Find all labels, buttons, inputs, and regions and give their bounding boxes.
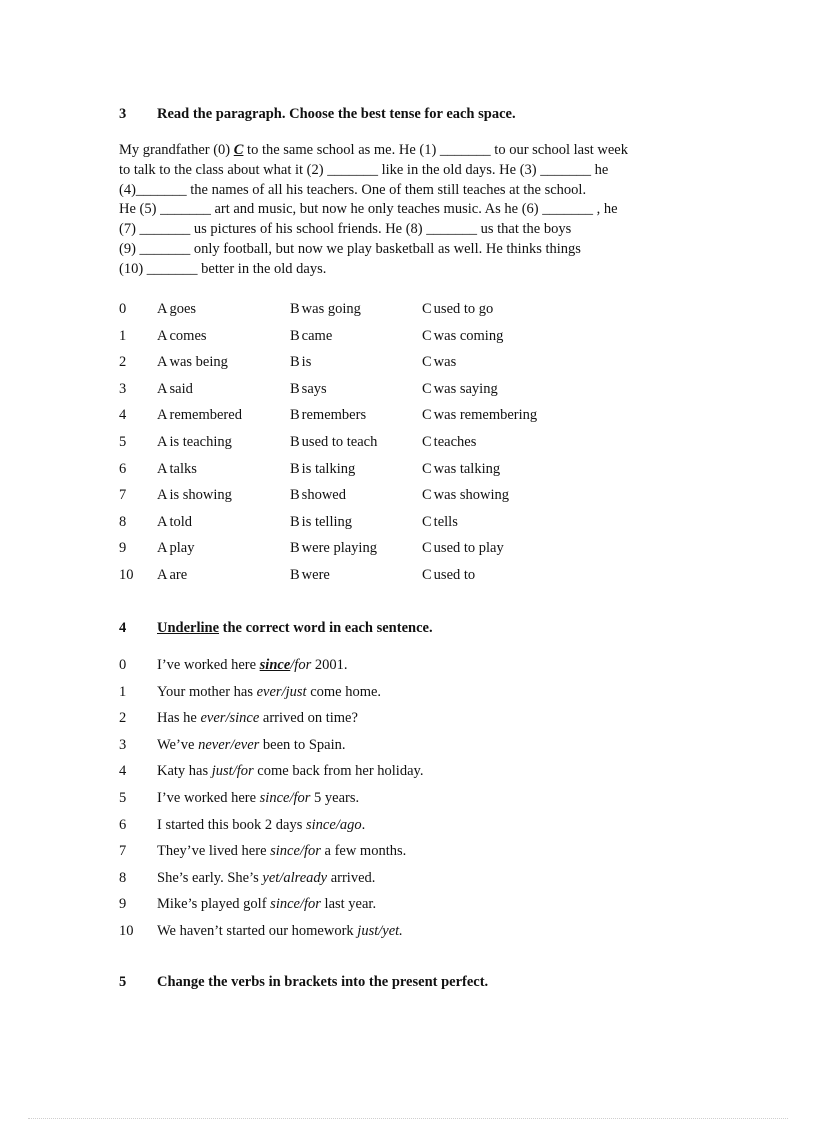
sentence-before: She’s early. She’s [157, 869, 263, 886]
word-choice [260, 790, 311, 806]
option-b [290, 298, 361, 320]
sentence-after: . [361, 816, 366, 833]
sentence-before: Has he [157, 710, 201, 727]
paragraph-text: to talk to the class about what it (2) _______ like in the old days. He (3) _______ he [119, 161, 609, 178]
option-text: used to play [433, 540, 504, 557]
option-text: were playing [301, 540, 377, 557]
option-text: was being [169, 354, 228, 371]
option-letter: C [422, 301, 432, 317]
option-text: used to go [433, 301, 494, 317]
section-4-title-rest: the correct word in each sentence. [219, 620, 433, 636]
option-row [119, 511, 639, 538]
option-b [290, 458, 355, 480]
option-letter: B [290, 407, 300, 424]
choice-b: for [236, 763, 254, 780]
option-a [157, 537, 194, 559]
option-text: talks [169, 460, 197, 477]
sentence-text [157, 893, 376, 915]
option-c [422, 458, 500, 480]
option-letter: A [157, 354, 168, 371]
sentence-before: Your mother has [157, 683, 257, 700]
choice-a: since [306, 816, 336, 833]
option-c [422, 378, 498, 400]
option-b [290, 378, 327, 400]
choice-b: for [294, 657, 312, 673]
option-text: is talking [301, 460, 356, 477]
option-row [119, 564, 639, 591]
sentence-number: 5 [119, 789, 127, 806]
option-text: said [169, 380, 193, 397]
option-text: says [301, 380, 327, 397]
choice-slash: / [289, 789, 294, 806]
paragraph-line [119, 260, 699, 280]
option-a [157, 404, 242, 426]
option-text: was showing [433, 487, 509, 504]
option-number: 8 [119, 513, 127, 530]
sentence-after: a few months. [320, 843, 407, 860]
choice-b: ago [339, 816, 362, 833]
section-5-number: 5 [119, 974, 127, 990]
sentence-text [157, 920, 403, 942]
choice-a: never [198, 736, 231, 753]
option-text: told [169, 513, 193, 530]
sentence-before: I’ve worked here [157, 789, 260, 806]
option-a [157, 511, 192, 533]
option-number: 4 [119, 407, 127, 424]
option-letter: C [422, 380, 432, 397]
option-letter: B [290, 433, 300, 450]
choice-b: already [283, 869, 328, 886]
choice-b: for [303, 843, 321, 860]
sentence-before: Katy has [157, 763, 212, 780]
option-a [157, 298, 196, 320]
sentence-number: 0 [119, 657, 127, 673]
option-letter: B [290, 487, 300, 504]
sentence-after: last year. [320, 896, 377, 913]
sentence-number: 3 [119, 736, 127, 753]
sentence-after: come home. [306, 683, 382, 700]
sentence-after: 5 years. [310, 789, 360, 806]
option-c [422, 298, 493, 320]
section-3-paragraph [119, 141, 699, 280]
option-c [422, 431, 476, 453]
paragraph-line [119, 161, 699, 181]
option-number: 9 [119, 540, 127, 557]
sentence-number: 6 [119, 816, 127, 833]
option-text: tells [433, 513, 458, 530]
section-3-number: 3 [119, 106, 127, 122]
choice-slash: / [279, 869, 284, 886]
option-text: was remembering [433, 407, 538, 424]
paragraph-text: (9) _______ only football, but now we play basketball as well. He thinks things [119, 240, 581, 257]
option-letter: A [157, 380, 168, 397]
sentence-number: 7 [119, 843, 127, 860]
option-text: was going [301, 301, 361, 317]
sentence-row [119, 654, 679, 681]
option-text: was saying [433, 380, 498, 397]
option-letter: B [290, 460, 300, 477]
option-a [157, 378, 193, 400]
option-row [119, 404, 639, 431]
sentence-text [157, 707, 358, 729]
choice-slash: / [299, 843, 304, 860]
option-letter: C [422, 540, 432, 557]
word-choice [306, 817, 362, 833]
sentence-row [119, 734, 679, 761]
choice-a: ever [256, 683, 282, 700]
section-3-options [119, 298, 639, 591]
word-choice [270, 843, 321, 859]
option-letter: C [422, 433, 432, 450]
option-c [422, 325, 503, 347]
sentence-after: arrived. [327, 869, 376, 886]
option-a [157, 484, 232, 506]
option-b [290, 511, 352, 533]
option-text: is teaching [169, 433, 232, 450]
choice-a: since [270, 843, 300, 860]
word-choice [198, 737, 259, 753]
sentence-number: 10 [119, 922, 134, 939]
paragraph-line [119, 240, 699, 260]
sentence-before: They’ve lived here [157, 843, 271, 860]
sentence-after: 2001. [311, 657, 348, 673]
option-letter: C [422, 354, 432, 371]
word-choice [201, 710, 260, 726]
word-choice [257, 684, 307, 700]
choice-b: since [229, 710, 260, 727]
choice-slash: / [290, 657, 295, 673]
sentence-before: Mike’s played golf [157, 896, 271, 913]
option-letter: B [290, 540, 300, 557]
option-letter: A [157, 540, 168, 557]
option-letter: C [422, 407, 432, 424]
choice-a: just [357, 922, 379, 939]
choice-a: since [270, 896, 300, 913]
sentence-row [119, 867, 679, 894]
sentence-text [157, 681, 381, 703]
paragraph-text: (7) _______ us pictures of his school friends. He (8) _______ us that the boys [119, 221, 572, 238]
word-choice [212, 763, 254, 779]
sentence-text [157, 734, 345, 756]
option-a [157, 564, 187, 586]
option-letter: A [157, 327, 168, 344]
choice-slash: / [281, 683, 286, 700]
sentence-before: I’ve worked here [157, 657, 260, 673]
option-text: is showing [169, 487, 232, 504]
choice-slash: / [335, 816, 340, 833]
choice-a: since [259, 657, 291, 673]
option-text: are [169, 566, 188, 583]
word-choice [270, 896, 321, 912]
word-choice [262, 870, 327, 886]
option-a [157, 431, 232, 453]
sentence-after: been to Spain. [259, 736, 346, 753]
option-a [157, 351, 228, 373]
option-text: play [169, 540, 195, 557]
option-b [290, 325, 332, 347]
option-row [119, 298, 639, 325]
option-letter: C [422, 566, 432, 583]
option-letter: B [290, 354, 300, 371]
sentence-text [157, 760, 423, 782]
option-row [119, 458, 639, 485]
option-text: was talking [433, 460, 501, 477]
option-number: 1 [119, 327, 127, 344]
sentence-text [157, 654, 347, 676]
option-c [422, 404, 537, 426]
option-c [422, 564, 475, 586]
option-row [119, 325, 639, 352]
option-text: used to [433, 566, 476, 583]
option-text: were [301, 566, 330, 583]
sentence-row [119, 681, 679, 708]
sentence-row [119, 707, 679, 734]
sentence-after: arrived on time? [259, 710, 358, 727]
option-text: remembers [301, 407, 367, 424]
page-bottom-divider [28, 1118, 788, 1119]
paragraph-line [119, 200, 699, 220]
option-letter: B [290, 301, 300, 317]
option-text: is [301, 354, 312, 371]
sentence-text [157, 814, 365, 836]
word-choice [260, 657, 312, 673]
option-text: teaches [433, 433, 477, 450]
option-letter: A [157, 301, 168, 317]
option-b [290, 431, 377, 453]
paragraph-line [119, 220, 699, 240]
option-b [290, 564, 330, 586]
paragraph-text: My grandfather (0) [119, 142, 234, 158]
sentence-text [157, 787, 359, 809]
option-letter: A [157, 433, 168, 450]
option-letter: B [290, 380, 300, 397]
choice-a: since [259, 789, 290, 806]
option-text: was [433, 354, 457, 371]
option-number: 5 [119, 433, 127, 450]
sentence-after: come back from her holiday. [253, 763, 424, 780]
option-letter: A [157, 513, 168, 530]
option-letter: B [290, 327, 300, 344]
section-4-sentences [119, 654, 679, 947]
option-b [290, 351, 311, 373]
option-letter: A [157, 487, 168, 504]
section-3-title: Read the paragraph. Choose the best tense for each space. [157, 106, 516, 122]
option-c [422, 511, 458, 533]
choice-slash: / [230, 736, 235, 753]
sentence-row [119, 760, 679, 787]
paragraph-text: He (5) _______ art and music, but now he only teaches music. As he (6) _______ , he [119, 201, 618, 218]
option-text: used to teach [301, 433, 378, 450]
sentence-number: 9 [119, 896, 127, 913]
choice-b: ever [234, 736, 260, 753]
option-text: came [301, 327, 333, 344]
option-c [422, 351, 456, 373]
sentence-before: We haven’t started our homework [157, 922, 358, 939]
sentence-number: 8 [119, 869, 127, 886]
choice-slash: / [225, 710, 230, 727]
option-letter: C [422, 487, 432, 504]
sentence-before: We’ve [157, 736, 199, 753]
paragraph-line [119, 141, 699, 161]
option-letter: C [422, 327, 432, 344]
choice-a: just [211, 763, 233, 780]
section-3-heading [119, 105, 516, 123]
sentence-row [119, 787, 679, 814]
option-number: 10 [119, 566, 134, 583]
sentence-row [119, 814, 679, 841]
option-number: 0 [119, 301, 127, 317]
paragraph-text: (10) _______ better in the old days. [119, 260, 327, 277]
sentence-row [119, 920, 679, 947]
option-text: remembered [169, 407, 242, 424]
choice-b: for [293, 789, 311, 806]
option-b [290, 404, 366, 426]
option-letter: A [157, 460, 168, 477]
option-letter: A [157, 566, 168, 583]
choice-slash: / [299, 896, 304, 913]
option-c [422, 537, 504, 559]
option-number: 6 [119, 460, 127, 477]
option-letter: C [422, 513, 432, 530]
option-text: is telling [301, 513, 353, 530]
section-4-heading [119, 619, 433, 637]
paragraph-line [119, 181, 699, 201]
word-choice [357, 923, 403, 939]
option-c [422, 484, 509, 506]
section-4-title-underlined: Underline [157, 620, 220, 636]
option-text: goes [169, 301, 197, 317]
sentence-before: I started this book 2 days [157, 816, 307, 833]
sentence-text [157, 867, 375, 889]
sentence-number: 4 [119, 763, 127, 780]
option-number: 2 [119, 354, 127, 371]
option-row [119, 351, 639, 378]
option-letter: C [422, 460, 432, 477]
sentence-row [119, 893, 679, 920]
choice-a: ever [200, 710, 226, 727]
option-text: was coming [433, 327, 504, 344]
option-b [290, 484, 346, 506]
option-b [290, 537, 377, 559]
example-answer: C [233, 142, 244, 158]
choice-b: for [304, 896, 321, 913]
choice-b: yet. [382, 922, 403, 939]
section-5-heading [119, 973, 488, 991]
choice-slash: / [232, 763, 237, 780]
option-text: showed [301, 487, 346, 504]
paragraph-text: to the same school as me. He (1) _______ to our school last week [243, 142, 628, 158]
option-number: 3 [119, 380, 127, 397]
choice-b: just [285, 683, 307, 700]
choice-a: yet [262, 869, 280, 886]
option-row [119, 484, 639, 511]
option-letter: A [157, 407, 168, 424]
option-a [157, 458, 197, 480]
option-letter: B [290, 566, 300, 583]
sentence-number: 1 [119, 683, 127, 700]
paragraph-text: (4)_______ the names of all his teachers. One of them still teaches at the school. [119, 181, 587, 198]
section-5-title: Change the verbs in brackets into the present perfect. [157, 974, 489, 990]
option-a [157, 325, 207, 347]
option-letter: B [290, 513, 300, 530]
sentence-row [119, 840, 679, 867]
option-text: comes [169, 327, 207, 344]
sentence-text [157, 840, 406, 862]
option-number: 7 [119, 487, 127, 504]
choice-slash: / [378, 922, 383, 939]
option-row [119, 537, 639, 564]
option-row [119, 431, 639, 458]
option-row [119, 378, 639, 405]
section-4-number: 4 [119, 620, 127, 636]
sentence-number: 2 [119, 710, 127, 727]
